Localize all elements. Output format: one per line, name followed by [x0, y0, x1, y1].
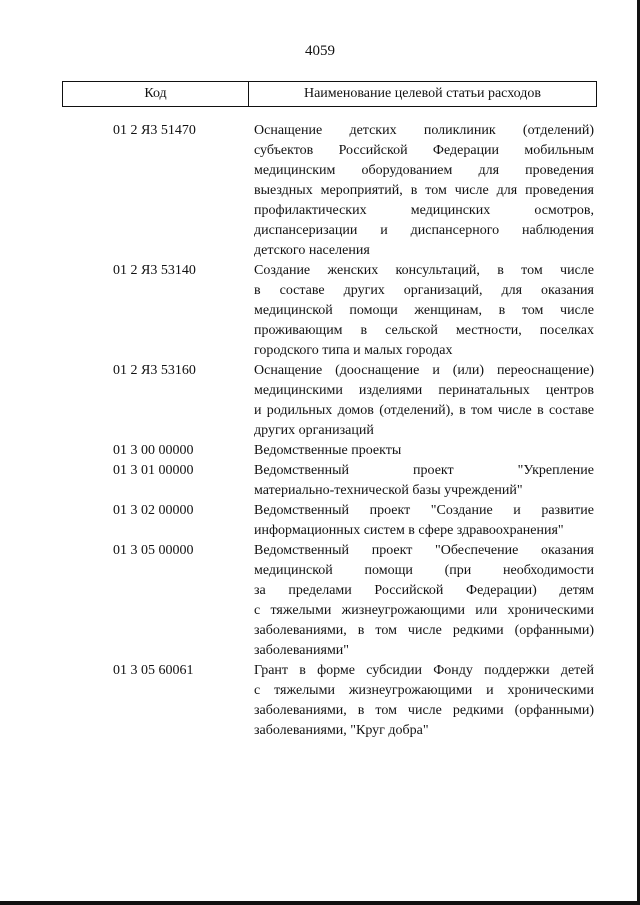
row-name-line: за пределами Российской Федерации) детям [254, 583, 594, 598]
row-name-line: Оснащение (дооснащение и (или) переоснащение) [254, 363, 594, 378]
row-name-line: Ведомственный проект "Создание и развитие [254, 503, 594, 518]
table-row [0, 461, 640, 501]
row-name-line: Оснащение детских поликлиник (отделений) [254, 123, 594, 138]
row-name-line: заболеваниями, "Круг добра" [254, 723, 429, 738]
table-row [0, 261, 640, 361]
row-name [254, 441, 594, 461]
row-code: 01 3 05 60061 [113, 663, 194, 678]
row-name-line: информационных систем в сфере здравоохранения" [254, 523, 564, 538]
table-header [62, 81, 597, 107]
row-name-line: заболеваниями, в том числе редкими (орфанными) [254, 623, 594, 638]
row-name-line: материально-технической базы учреждений" [254, 483, 523, 498]
row-code: 01 3 00 00000 [113, 443, 194, 458]
scan-edge-bottom [0, 901, 640, 905]
table-body [0, 121, 640, 741]
row-name [254, 361, 594, 441]
row-name-line: Ведомственные проекты [254, 443, 402, 458]
row-name-line: городского типа и малых городах [254, 343, 453, 358]
row-code: 01 2 Я3 53140 [113, 263, 196, 278]
row-code: 01 2 Я3 53160 [113, 363, 196, 378]
row-code: 01 2 Я3 51470 [113, 123, 196, 138]
row-name [254, 661, 594, 741]
page-number: 4059 [305, 43, 335, 59]
row-name-line: медицинским оборудованием для проведения [254, 163, 594, 178]
row-name [254, 121, 594, 261]
row-name-line: медицинскими изделиями перинатальных центров [254, 383, 594, 398]
row-name [254, 461, 594, 501]
row-name-line: детского населения [254, 243, 370, 258]
row-code: 01 3 05 00000 [113, 543, 194, 558]
row-name-line: Грант в форме субсидии Фонду поддержки детей [254, 663, 594, 678]
row-name-line: медицинской помощи женщинам, в том числе [254, 303, 594, 318]
row-name-line: выездных мероприятий, в том числе для проведения [254, 183, 594, 198]
row-code: 01 3 02 00000 [113, 503, 194, 518]
row-name-line: в составе других организаций, для оказания [254, 283, 594, 298]
row-name [254, 541, 594, 661]
table-row [0, 361, 640, 441]
header-name: Наименование целевой статьи расходов [303, 86, 542, 101]
row-name-line: заболеваниями, в том числе редкими (орфанными) [254, 703, 594, 718]
table-row [0, 661, 640, 741]
row-name-line: с тяжелыми жизнеугрожающими или хроническими [254, 603, 594, 618]
row-name-line: заболеваниями" [254, 643, 350, 658]
row-name-line: и родильных домов (отделений), в том числе в составе [254, 403, 594, 418]
row-name [254, 261, 594, 361]
table-row [0, 121, 640, 261]
row-name-line: Ведомственный проект "Укрепление [254, 463, 594, 478]
row-name-line: профилактических медицинских осмотров, [254, 203, 594, 218]
row-name-line: других организаций [254, 423, 374, 438]
row-name-line: с тяжелыми жизнеугрожающими и хроническими [254, 683, 594, 698]
row-code: 01 3 01 00000 [113, 463, 194, 478]
header-code: Код [63, 82, 249, 106]
row-name-line: диспансеризации и диспансерного наблюдения [254, 223, 594, 238]
table-row [0, 501, 640, 541]
row-name [254, 501, 594, 541]
row-name-line: проживающим в сельской местности, поселках [254, 323, 594, 338]
row-name-line: Создание женских консультаций, в том числе [254, 263, 594, 278]
table-row [0, 541, 640, 661]
row-name-line: субъектов Российской Федерации мобильным [254, 143, 594, 158]
table-row [0, 441, 640, 461]
row-name-line: Ведомственный проект "Обеспечение оказания [254, 543, 594, 558]
row-name-line: медицинской помощи (при необходимости [254, 563, 594, 578]
